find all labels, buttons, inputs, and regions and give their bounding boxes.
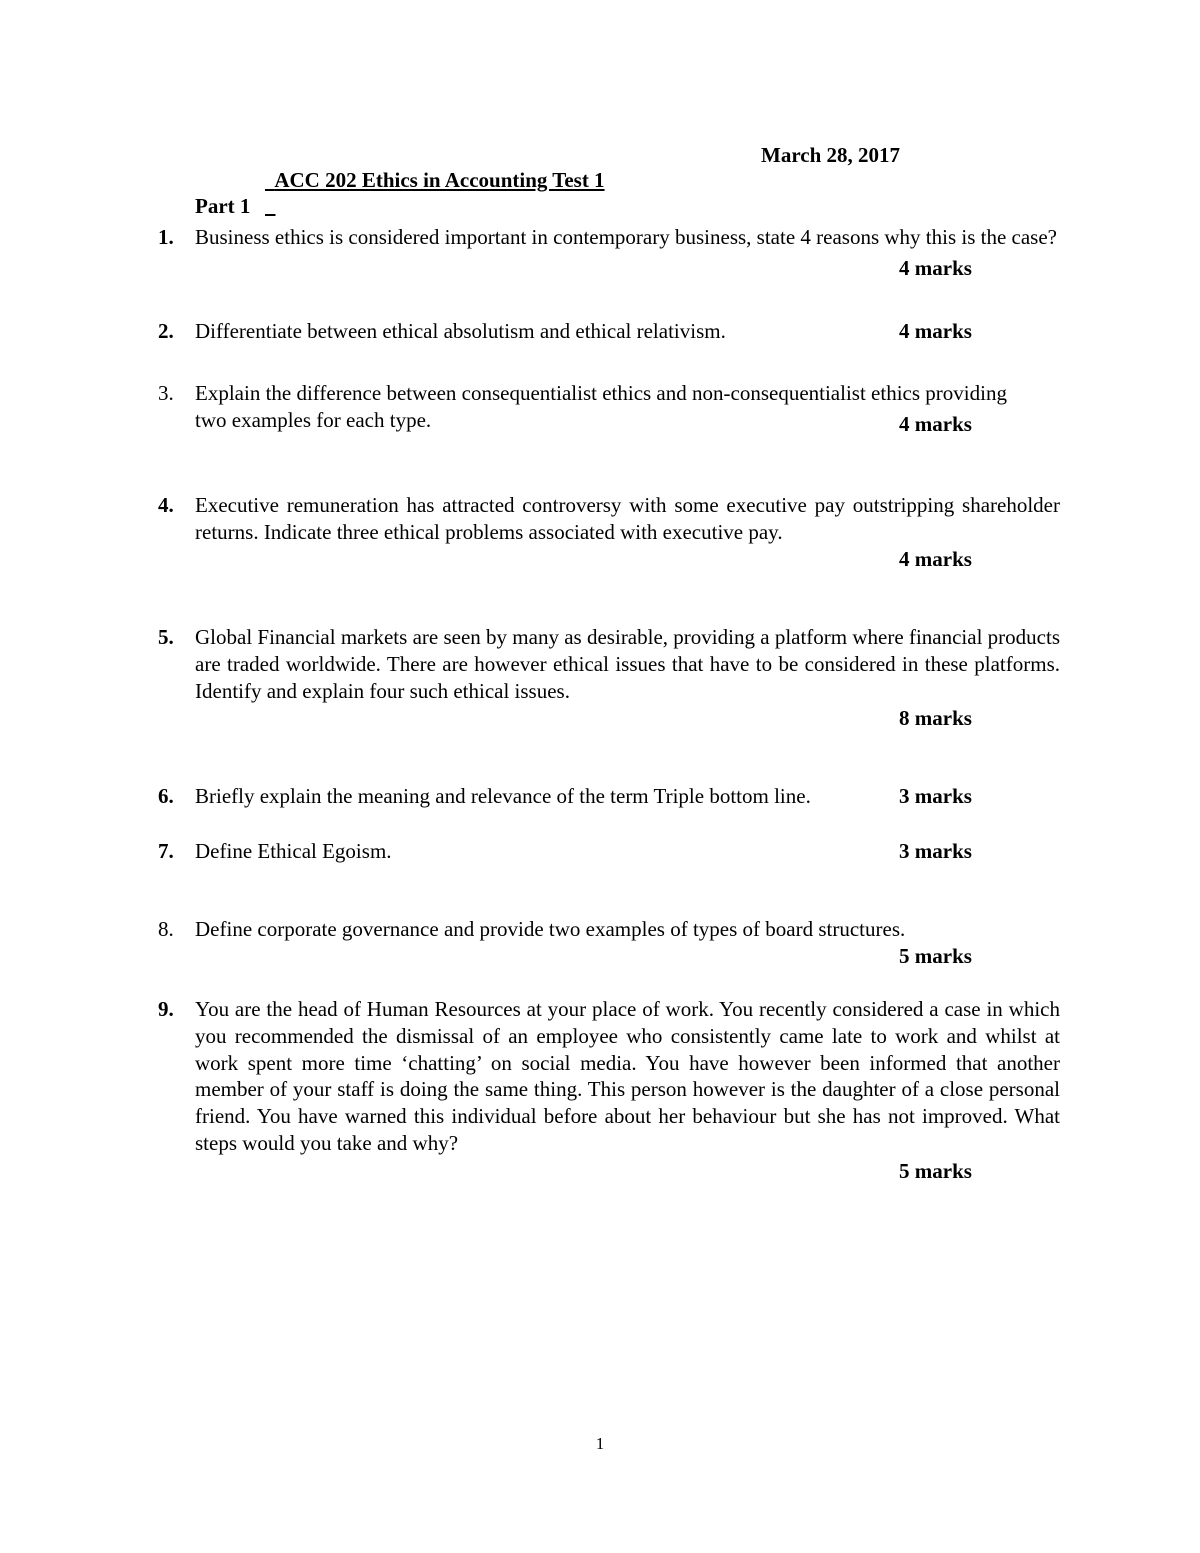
question-marks: 4 marks: [899, 256, 972, 280]
question-marks: 5 marks: [899, 944, 972, 968]
question-number: 6.: [158, 784, 174, 808]
question-marks: 8 marks: [899, 706, 972, 730]
question-number: 1.: [158, 225, 174, 249]
document-title: [265, 143, 925, 218]
question-text: Explain the difference between consequentialist ethics and non-consequentialist ethics providing two examples for each type.: [195, 381, 1007, 432]
question-text: Global Financial markets are seen by many as desirable, providing a platform where financial products are traded worldwide. There are however ethical issues that have to be considered in these platforms. Identify and explain four such ethical issues.: [195, 625, 1060, 703]
question-text: Executive remuneration has attracted controversy with some executive pay outstripping shareholder returns. Indicate three ethical problems associated with executive pay.: [195, 493, 1060, 544]
question-text: Business ethics is considered important in contemporary business, state 4 reasons why this is the case?: [195, 225, 1057, 249]
question-number: 9.: [158, 997, 174, 1021]
question-number: 4.: [158, 493, 174, 517]
question-number: 5.: [158, 625, 174, 649]
question-marks: 3 marks: [899, 839, 972, 863]
question-number: 7.: [158, 839, 174, 863]
course-title: ACC 202 Ethics in Accounting Test 1: [274, 168, 605, 192]
question-text: Define corporate governance and provide two examples of types of board structures.: [195, 917, 906, 941]
question-number: 3.: [158, 381, 174, 405]
page-number: 1: [595, 1434, 605, 1453]
question-text: Differentiate between ethical absolutism and ethical relativism.: [195, 319, 726, 343]
question-marks: 4 marks: [899, 319, 972, 343]
question-text: Briefly explain the meaning and relevance of the term Triple bottom line.: [195, 784, 811, 808]
part-heading: Part 1: [195, 194, 251, 218]
question-number: 2.: [158, 319, 174, 343]
question-text: You are the head of Human Resources at your place of work. You recently considered a case in which you recommended the dismissal of an employee who consistently came late to work and whilst at work spent more time ‘chatting’ on social media. You have however been informed that another member of your staff is doing the same thing. This person however is the daughter of a close personal friend. You have warned this individual before about her behaviour but she has not improved. What steps would you take and why?: [195, 997, 1060, 1155]
question-marks: 4 marks: [899, 412, 972, 436]
question-text: Define Ethical Egoism.: [195, 839, 392, 863]
question-number: 8.: [158, 917, 174, 941]
test-date: March 28, 2017: [761, 143, 901, 167]
question-marks: 3 marks: [899, 784, 972, 808]
question-marks: 5 marks: [899, 1159, 972, 1183]
question-marks: 4 marks: [899, 547, 972, 571]
